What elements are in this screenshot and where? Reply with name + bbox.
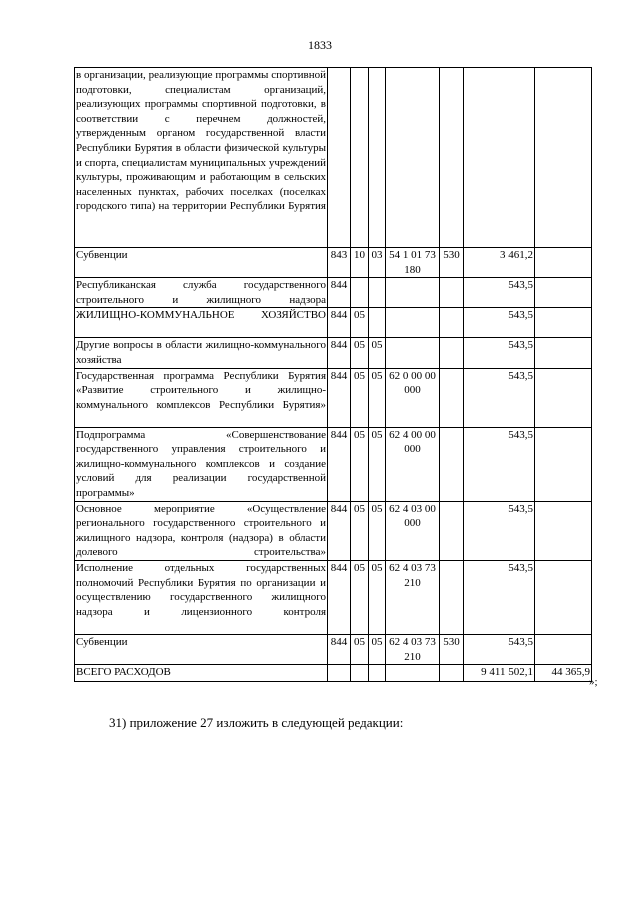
table-row bbox=[75, 308, 592, 338]
cell-section: 05 bbox=[351, 427, 369, 501]
cell-expense-type: 530 bbox=[440, 248, 464, 278]
table-row bbox=[75, 338, 592, 368]
cell-subsection bbox=[369, 278, 386, 308]
row-description: Исполнение отдельных государственных полномочий Республики Бурятия по организации и осуществлению государственного жилищного надзора и лицензионного контроля bbox=[75, 560, 328, 634]
cell-sum-total: 543,5 bbox=[464, 634, 535, 664]
cell-target-code bbox=[386, 278, 440, 308]
cell-grbs: 844 bbox=[328, 278, 351, 308]
row-description: Другие вопросы в области жилищно-коммунального хозяйства bbox=[75, 338, 328, 368]
cell-grbs bbox=[328, 68, 351, 248]
cell-section: 05 bbox=[351, 634, 369, 664]
cell-subsection: 05 bbox=[369, 560, 386, 634]
cell-grbs: 844 bbox=[328, 338, 351, 368]
table-row bbox=[75, 278, 592, 308]
cell-grbs: 844 bbox=[328, 308, 351, 338]
cell-target-code bbox=[386, 68, 440, 248]
table-row bbox=[75, 427, 592, 501]
table-row bbox=[75, 368, 592, 427]
cell-grbs bbox=[328, 665, 351, 682]
cell-sum-total: 3 461,2 bbox=[464, 248, 535, 278]
cell-expense-type bbox=[440, 338, 464, 368]
cell-grbs: 844 bbox=[328, 501, 351, 560]
cell-sum-subventions bbox=[535, 427, 592, 501]
cell-expense-type bbox=[440, 308, 464, 338]
cell-target-code: 62 4 03 00000 bbox=[386, 501, 440, 560]
cell-sum-subventions: 44 365,9 bbox=[535, 665, 592, 682]
cell-subsection: 05 bbox=[369, 501, 386, 560]
cell-sum-subventions bbox=[535, 560, 592, 634]
cell-sum-total: 543,5 bbox=[464, 278, 535, 308]
cell-expense-type bbox=[440, 68, 464, 248]
cell-sum-subventions bbox=[535, 68, 592, 248]
row-description: Субвенции bbox=[75, 634, 328, 664]
cell-grbs: 844 bbox=[328, 560, 351, 634]
cell-target-code: 62 4 03 73210 bbox=[386, 634, 440, 664]
cell-sum-subventions bbox=[535, 501, 592, 560]
cell-expense-type: 530 bbox=[440, 634, 464, 664]
cell-expense-type bbox=[440, 665, 464, 682]
page-number: 1833 bbox=[308, 38, 332, 52]
cell-grbs: 844 bbox=[328, 368, 351, 427]
cell-sum-subventions bbox=[535, 338, 592, 368]
cell-section: 05 bbox=[351, 368, 369, 427]
row-description: Государственная программа Республики Бурятия «Развитие строительного и жилищно-коммунального комплексов Республики Бурятия» bbox=[75, 368, 328, 427]
cell-section: 05 bbox=[351, 338, 369, 368]
cell-sum-subventions bbox=[535, 248, 592, 278]
row-description: ВСЕГО РАСХОДОВ bbox=[75, 665, 328, 682]
cell-subsection bbox=[369, 665, 386, 682]
cell-sum-total: 543,5 bbox=[464, 338, 535, 368]
cell-grbs: 843 bbox=[328, 248, 351, 278]
cell-subsection bbox=[369, 68, 386, 248]
cell-section: 05 bbox=[351, 501, 369, 560]
row-description: Субвенции bbox=[75, 248, 328, 278]
cell-target-code bbox=[386, 308, 440, 338]
cell-target-code: 54 1 01 73180 bbox=[386, 248, 440, 278]
cell-section: 05 bbox=[351, 308, 369, 338]
instruction-paragraph: 31) приложение 27 изложить в следующей редакции: bbox=[109, 715, 404, 730]
cell-sum-total: 543,5 bbox=[464, 308, 535, 338]
cell-expense-type bbox=[440, 560, 464, 634]
cell-section: 05 bbox=[351, 560, 369, 634]
cell-grbs: 844 bbox=[328, 427, 351, 501]
cell-subsection: 05 bbox=[369, 338, 386, 368]
budget-table bbox=[74, 67, 592, 682]
cell-sum-subventions bbox=[535, 368, 592, 427]
cell-target-code: 62 4 03 73210 bbox=[386, 560, 440, 634]
cell-sum-total: 543,5 bbox=[464, 501, 535, 560]
cell-subsection: 05 bbox=[369, 368, 386, 427]
cell-sum-subventions bbox=[535, 634, 592, 664]
cell-sum-subventions bbox=[535, 278, 592, 308]
row-description: Республиканская служба государственного строительного и жилищного надзора bbox=[75, 278, 328, 308]
cell-section bbox=[351, 665, 369, 682]
table-row bbox=[75, 501, 592, 560]
table-row bbox=[75, 68, 592, 248]
cell-sum-total bbox=[464, 68, 535, 248]
cell-section bbox=[351, 68, 369, 248]
cell-sum-subventions bbox=[535, 308, 592, 338]
cell-sum-total: 543,5 bbox=[464, 560, 535, 634]
cell-sum-total: 9 411 502,1 bbox=[464, 665, 535, 682]
table-closing-quote: »; bbox=[589, 676, 598, 688]
cell-section: 10 bbox=[351, 248, 369, 278]
cell-expense-type bbox=[440, 278, 464, 308]
cell-subsection: 03 bbox=[369, 248, 386, 278]
row-description: Основное мероприятие «Осуществление регионального государственного строительного и жилищного надзора, контроля (надзора) в области долевого строительства» bbox=[75, 501, 328, 560]
cell-target-code: 62 0 00 00000 bbox=[386, 368, 440, 427]
cell-expense-type bbox=[440, 501, 464, 560]
cell-section bbox=[351, 278, 369, 308]
table-row-total bbox=[75, 665, 592, 682]
cell-sum-total: 543,5 bbox=[464, 427, 535, 501]
cell-expense-type bbox=[440, 368, 464, 427]
table-row bbox=[75, 560, 592, 634]
table-row bbox=[75, 634, 592, 664]
table-row bbox=[75, 248, 592, 278]
cell-target-code bbox=[386, 665, 440, 682]
cell-subsection: 05 bbox=[369, 634, 386, 664]
row-description: Подпрограмма «Совершенствование государственного управления строительного и жилищно-коммунального комплексов и создание условий для реализации государственной программы» bbox=[75, 427, 328, 501]
row-description: ЖИЛИЩНО-КОММУНАЛЬНОЕ ХОЗЯЙСТВО bbox=[75, 308, 328, 338]
cell-target-code: 62 4 00 00000 bbox=[386, 427, 440, 501]
cell-grbs: 844 bbox=[328, 634, 351, 664]
cell-subsection bbox=[369, 308, 386, 338]
row-description: в организации, реализующие программы спортивной подготовки, специалистам организаций, реализующих программы спортивной подготовки, в соответствии с перечнем должностей, утвержденным органом государственной власти Республики Бурятия в области физической культуры и спорта, специалистам муниципальных учреждений культуры, проживающим и работающим в сельских населенных пунктах, рабочих поселках (поселках городского типа) на территории Республики Бурятия bbox=[75, 68, 328, 248]
cell-sum-total: 543,5 bbox=[464, 368, 535, 427]
cell-subsection: 05 bbox=[369, 427, 386, 501]
cell-expense-type bbox=[440, 427, 464, 501]
cell-target-code bbox=[386, 338, 440, 368]
